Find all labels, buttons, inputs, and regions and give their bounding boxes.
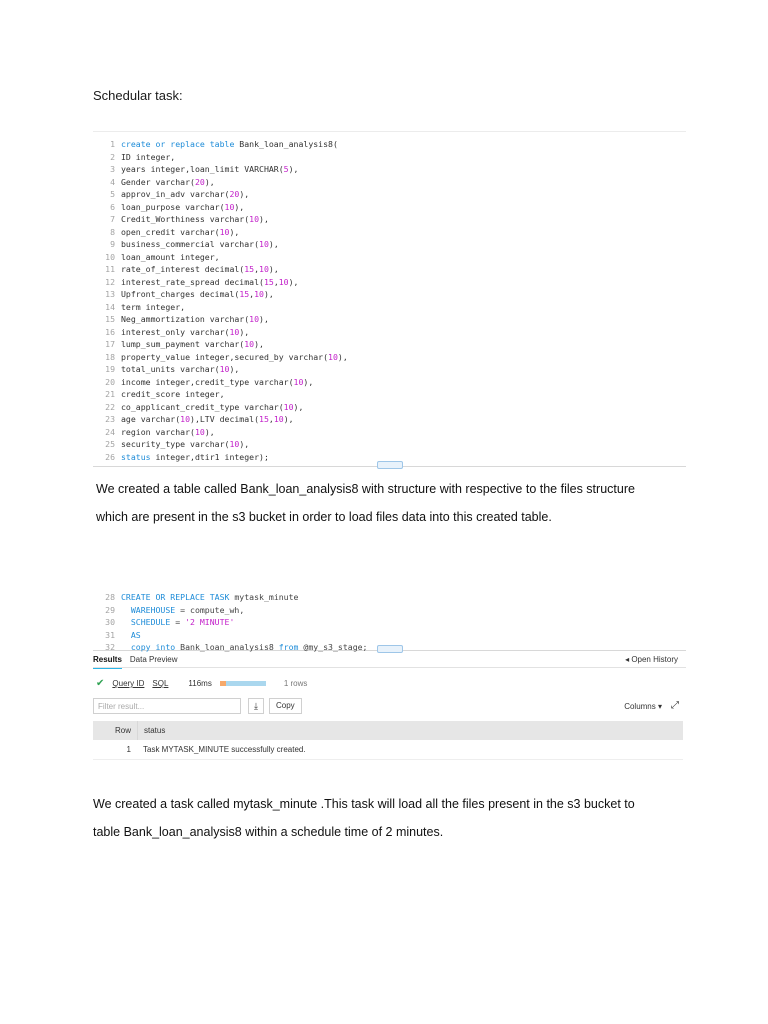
line-number: 22	[105, 401, 115, 412]
query-info-row	[96, 678, 307, 689]
create-table-editor[interactable]	[93, 131, 686, 467]
line-number: 17	[105, 339, 115, 349]
code-text: credit_score integer,	[121, 389, 225, 399]
results-table	[93, 721, 683, 760]
row-count: 1 rows	[283, 679, 308, 688]
tab-results[interactable]: Results	[93, 655, 122, 669]
code-text: interest_only varchar(10),	[121, 326, 250, 337]
code-text: region varchar(10),	[121, 426, 215, 437]
code-line	[93, 338, 686, 351]
code-text: term integer,	[121, 301, 186, 312]
code-text: property_value integer,secured_by varchar(10),	[121, 351, 348, 362]
line-number: 11	[105, 264, 115, 274]
code-line	[93, 388, 686, 401]
code-line	[93, 604, 686, 617]
code-text: loan_amount integer,	[121, 251, 220, 262]
line-number: 26	[105, 451, 115, 462]
code-text: business_commercial varchar(10),	[121, 239, 279, 249]
tab-data-preview[interactable]: Data Preview	[129, 655, 178, 664]
line-number: 12	[105, 276, 115, 287]
code-text: ID integer,	[121, 151, 176, 162]
open-history-label: Open History	[631, 655, 678, 664]
code-text: Upfront_charges decimal(15,10),	[121, 289, 274, 299]
results-panel	[93, 650, 686, 758]
code-line	[93, 313, 686, 326]
line-number: 6	[110, 201, 115, 212]
code-line	[93, 591, 686, 604]
line-number: 4	[110, 176, 115, 187]
code-line	[93, 376, 686, 389]
line-number: 7	[110, 214, 115, 224]
code-line	[93, 238, 686, 251]
query-duration: 116ms	[188, 679, 212, 688]
tab-divider	[93, 667, 686, 668]
code-line	[93, 426, 686, 439]
line-number: 32	[105, 642, 115, 652]
code-line	[93, 438, 686, 451]
history-icon: ◂	[625, 655, 630, 664]
line-number: 30	[105, 617, 115, 627]
line-number: 24	[105, 426, 115, 437]
code-text: WAREHOUSE = compute_wh,	[130, 604, 245, 615]
line-number: 1	[110, 139, 115, 149]
table-row	[93, 740, 683, 760]
sql-link[interactable]: SQL	[152, 679, 169, 688]
section-heading: Schedular task:	[93, 88, 183, 103]
table-description	[96, 475, 635, 531]
resize-handle[interactable]	[377, 461, 403, 469]
code-text: AS	[130, 629, 141, 640]
line-number: 25	[105, 439, 115, 449]
description-line: which are present in the s3 bucket in order to load files data into this created table.	[96, 510, 552, 524]
code-text: income integer,credit_type varchar(10),	[121, 376, 314, 387]
line-number: 21	[105, 389, 115, 399]
download-icon[interactable]: ⤓	[248, 698, 264, 714]
line-number: 16	[105, 326, 115, 337]
code-line	[93, 188, 686, 201]
line-number: 3	[110, 164, 115, 174]
code-text: lump_sum_payment varchar(10),	[121, 339, 264, 349]
header-row: Row	[93, 721, 138, 740]
duration-bar	[220, 681, 266, 686]
code-text: Gender varchar(20),	[121, 176, 215, 187]
task-description	[93, 790, 635, 846]
line-number: 13	[105, 289, 115, 299]
description-line: We created a table called Bank_loan_analysis8 with structure with respective to the files structure	[96, 482, 635, 496]
code-text: open_credit varchar(10),	[121, 226, 240, 237]
code-line	[93, 326, 686, 339]
line-number: 9	[110, 239, 115, 249]
code-lines	[93, 132, 686, 463]
code-line	[93, 226, 686, 239]
line-number: 29	[105, 604, 115, 615]
code-text: interest_rate_spread decimal(15,10),	[121, 276, 299, 287]
code-text: SCHEDULE = '2 MINUTE'	[130, 617, 235, 627]
code-text: loan_purpose varchar(10),	[121, 201, 245, 212]
code-text: Neg_ammortization varchar(10),	[121, 314, 269, 324]
code-line	[93, 616, 686, 629]
line-number: 14	[105, 301, 115, 312]
query-id-link[interactable]: Query ID	[112, 679, 145, 688]
code-line	[93, 401, 686, 414]
code-line	[93, 138, 686, 151]
code-line	[93, 288, 686, 301]
line-number: 5	[110, 189, 115, 199]
code-line	[93, 151, 686, 164]
create-task-editor[interactable]	[93, 588, 686, 651]
open-history-link[interactable]	[625, 655, 678, 664]
code-line	[93, 251, 686, 264]
check-icon: ✔	[96, 678, 105, 689]
code-line	[93, 163, 686, 176]
columns-dropdown[interactable]: Columns ▾	[624, 702, 662, 711]
line-number: 18	[105, 351, 115, 362]
code-text: create or replace table Bank_loan_analysis8(	[121, 139, 338, 149]
code-text: rate_of_interest decimal(15,10),	[121, 264, 279, 274]
code-text: age varchar(10),LTV decimal(15,10),	[121, 414, 294, 424]
code-text: copy into Bank_loan_analysis8 from @my_s3_stage;	[130, 642, 368, 652]
table-header	[93, 721, 683, 740]
code-line	[93, 263, 686, 276]
code-line	[93, 629, 686, 642]
code-text: total_units varchar(10),	[121, 364, 240, 374]
code-text: Credit_Worthiness varchar(10),	[121, 214, 269, 224]
line-number: 23	[105, 414, 115, 424]
filter-result-input[interactable]: Filter result...	[93, 698, 241, 714]
code-text: CREATE OR REPLACE TASK mytask_minute	[121, 592, 299, 602]
line-number: 15	[105, 314, 115, 324]
code-line	[93, 276, 686, 289]
expand-icon[interactable]: ⤢	[671, 700, 679, 711]
cell-status: Task MYTASK_MINUTE successfully created.	[143, 745, 306, 754]
code-line	[93, 301, 686, 314]
description-line: We created a task called mytask_minute .This task will load all the files present in the s3 bucket to	[93, 797, 635, 811]
code-line	[93, 413, 686, 426]
code-text: security_type varchar(10),	[121, 439, 250, 449]
code-line	[93, 176, 686, 189]
line-number: 19	[105, 364, 115, 374]
cell-row: 1	[126, 745, 131, 754]
line-number: 31	[105, 629, 115, 640]
code-text: approv_in_adv varchar(20),	[121, 189, 250, 199]
code-text: years integer,loan_limit VARCHAR(5),	[121, 164, 299, 174]
line-number: 2	[110, 151, 115, 162]
code-text: status integer,dtir1 integer);	[121, 451, 269, 462]
code-line	[93, 351, 686, 364]
code-line	[93, 213, 686, 226]
code-line	[93, 201, 686, 214]
code-lines	[93, 588, 686, 654]
line-number: 10	[105, 251, 115, 262]
header-status: status	[144, 726, 166, 735]
code-text: co_applicant_credit_type varchar(10),	[121, 401, 304, 412]
line-number: 8	[110, 226, 115, 237]
line-number: 28	[105, 592, 115, 602]
description-line: table Bank_loan_analysis8 within a schedule time of 2 minutes.	[93, 825, 444, 839]
line-number: 20	[105, 376, 115, 387]
copy-button[interactable]: Copy	[269, 698, 302, 714]
code-line	[93, 363, 686, 376]
